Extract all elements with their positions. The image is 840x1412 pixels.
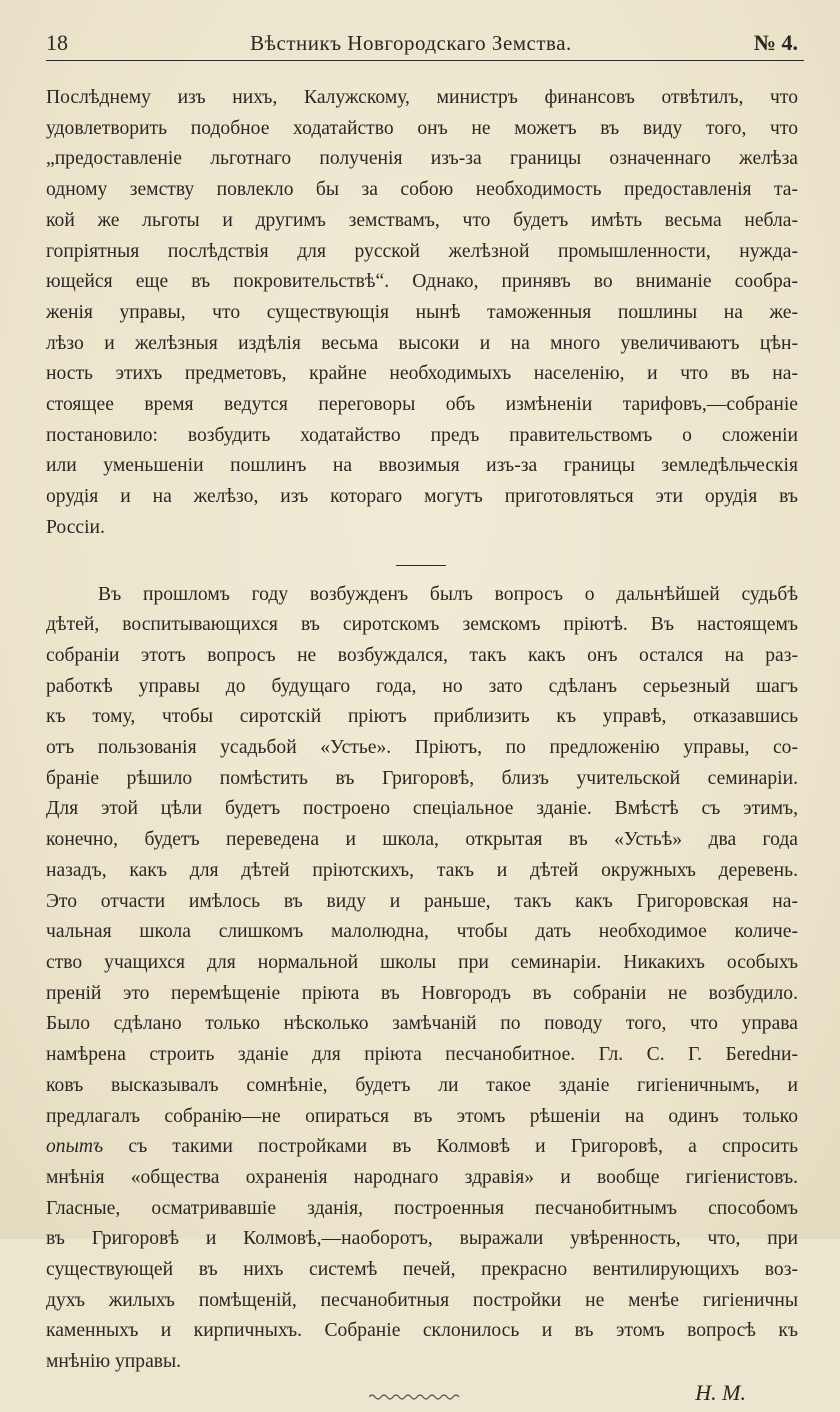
text-line: или уменьшеніи пошлинъ на ввозимыя изъ-за границы земледѣльческія xyxy=(46,455,798,477)
text-line: ство учащихся для нормальной школы при семинаріи. Никакихъ особыхъ xyxy=(46,951,798,973)
text-line: Было сдѣлано только нѣсколько замѣчаній по поводу того, что управа xyxy=(46,1013,798,1035)
text-line: „предоставленіе льготнаго полученія изъ-за границы означеннаго желѣза xyxy=(46,148,798,170)
text-line: лѣзо и желѣзныя издѣлія весьма высоки и на много увеличиваютъ цѣн- xyxy=(46,332,798,354)
text-line: постановило: возбудить ходатайство предъ правительствомъ о сложеніи xyxy=(46,424,798,446)
text-line: Россіи. xyxy=(46,516,105,538)
text-line: работкѣ управы до будущаго года, но зато сдѣланъ серьезный шагъ xyxy=(46,675,798,697)
text-line: Гласные, осматривавшіе зданія, построенныя песчанобитнымъ способомъ xyxy=(46,1197,798,1219)
text-line: браніе рѣшило помѣстить въ Григоровѣ, близъ учительской семинаріи. xyxy=(46,767,798,789)
article-footer xyxy=(46,1378,798,1412)
italic-word: опытъ xyxy=(46,1136,104,1158)
text-line: предлагалъ собранію—не опираться въ этомъ рѣшеніи на одинъ только xyxy=(46,1105,798,1127)
text-line: ющейся еще въ покровительствѣ“. Однако, принявъ во вниманіе сообра- xyxy=(46,271,798,293)
text-line: собраніи этотъ вопросъ не возбуждался, такъ какъ онъ остался на раз- xyxy=(46,644,798,666)
text-line: преній это перемѣщеніе пріюта въ Новгородъ въ собраніи не возбудило. xyxy=(46,982,798,1004)
author-signature: Н. М. xyxy=(695,1379,746,1405)
text-line: назадъ, какъ для дѣтей пріютскихъ, такъ и дѣтей окружныхъ деревень. xyxy=(46,859,798,881)
text-line: къ тому, чтобы сиротскій пріютъ приблизить къ управѣ, отказавшись xyxy=(46,706,798,728)
page-number: 18 xyxy=(46,30,68,55)
text-line: отъ пользованія усадьбой «Устье». Пріютъ, по предложенію управы, со- xyxy=(46,737,798,759)
text-line: гопріятныя послѣдствія для русской желѣзной промышленности, нужда- xyxy=(46,240,798,262)
text-line: кой же льготы и другимъ земствамъ, что будетъ имѣть весьма небла- xyxy=(46,209,798,231)
text-line: Послѣднему изъ нихъ, Калужскому, министръ финансовъ отвѣтилъ, что xyxy=(46,87,798,108)
text-line: женія управы, что существующія нынѣ таможенныя пошлины на же- xyxy=(46,301,798,323)
text-line: орудія и на желѣзо, изъ котораго могутъ приготовляться эти орудія въ xyxy=(46,486,798,508)
text-line xyxy=(46,1132,798,1163)
issue-number: № 4. xyxy=(753,30,798,55)
paragraph-1 xyxy=(46,83,798,544)
text-line: существующей въ нихъ системѣ печей, прекрасно вентилирующихъ воз- xyxy=(46,1259,798,1281)
text-line: въ Григоровѣ и Колмовѣ,—наоборотъ, выражали увѣренность, что, при xyxy=(46,1228,798,1250)
paragraph-2 xyxy=(46,580,798,1378)
text-line: ковъ высказывалъ сомнѣніе, будетъ ли такое зданіе гигіеничнымъ, и xyxy=(46,1074,798,1096)
text-line: мнѣнію управы. xyxy=(46,1351,182,1373)
body-text xyxy=(46,83,798,1412)
journal-title: Вѣстникъ Новгородскаго Земства. xyxy=(250,31,572,55)
text-line: Въ прошломъ году возбужденъ былъ вопросъ о дальнѣйшей судьбѣ xyxy=(98,583,798,605)
text-fragment: съ такими постройками въ Колмовѣ и Григоровѣ, а спросить xyxy=(103,1136,798,1158)
text-line: Это отчасти имѣлось въ виду и раньше, такъ какъ Григоровская на- xyxy=(46,890,798,912)
text-line: каменныхъ и кирпичныхъ. Собраніе склонилось и въ этомъ вопросѣ къ xyxy=(46,1320,798,1342)
text-line: стоящее время ведутся переговоры объ измѣненіи тарифовъ,—собраніе xyxy=(46,394,798,416)
running-header xyxy=(46,28,804,61)
text-line: конечно, будетъ переведена и школа, открытая въ «Устьѣ» два года xyxy=(46,829,798,851)
text-line: ность этихъ предметовъ, крайне необходимыхъ населенію, и что въ на- xyxy=(46,363,798,385)
text-line: дѣтей, воспитывающихся въ сиротскомъ земскомъ пріютѣ. Въ настоящемъ xyxy=(46,614,798,636)
text-line: удовлетворить подобное ходатайство онъ не можетъ въ виду того, что xyxy=(46,117,798,139)
text-line: Для этой цѣли будетъ построено спеціальное зданіе. Вмѣстѣ съ этимъ, xyxy=(46,798,798,820)
text-line: чальная школа слишкомъ малолюдна, чтобы дать необходимое количе- xyxy=(46,921,798,943)
text-line: намѣрена строить зданіе для пріюта песчанобитное. Гл. С. Г. Беredни- xyxy=(46,1044,798,1066)
section-separator xyxy=(396,565,446,566)
decorative-squiggle xyxy=(369,1392,463,1402)
text-line: одному земству повлекло бы за собою необходимость предоставленія та- xyxy=(46,179,798,201)
text-line: мнѣнія «общества охраненія народнаго здравія» и вообще гигіенистовъ. xyxy=(46,1166,798,1188)
text-line: духъ жилыхъ помѣщеній, песчанобитныя постройки не менѣе гигіеничны xyxy=(46,1289,798,1311)
